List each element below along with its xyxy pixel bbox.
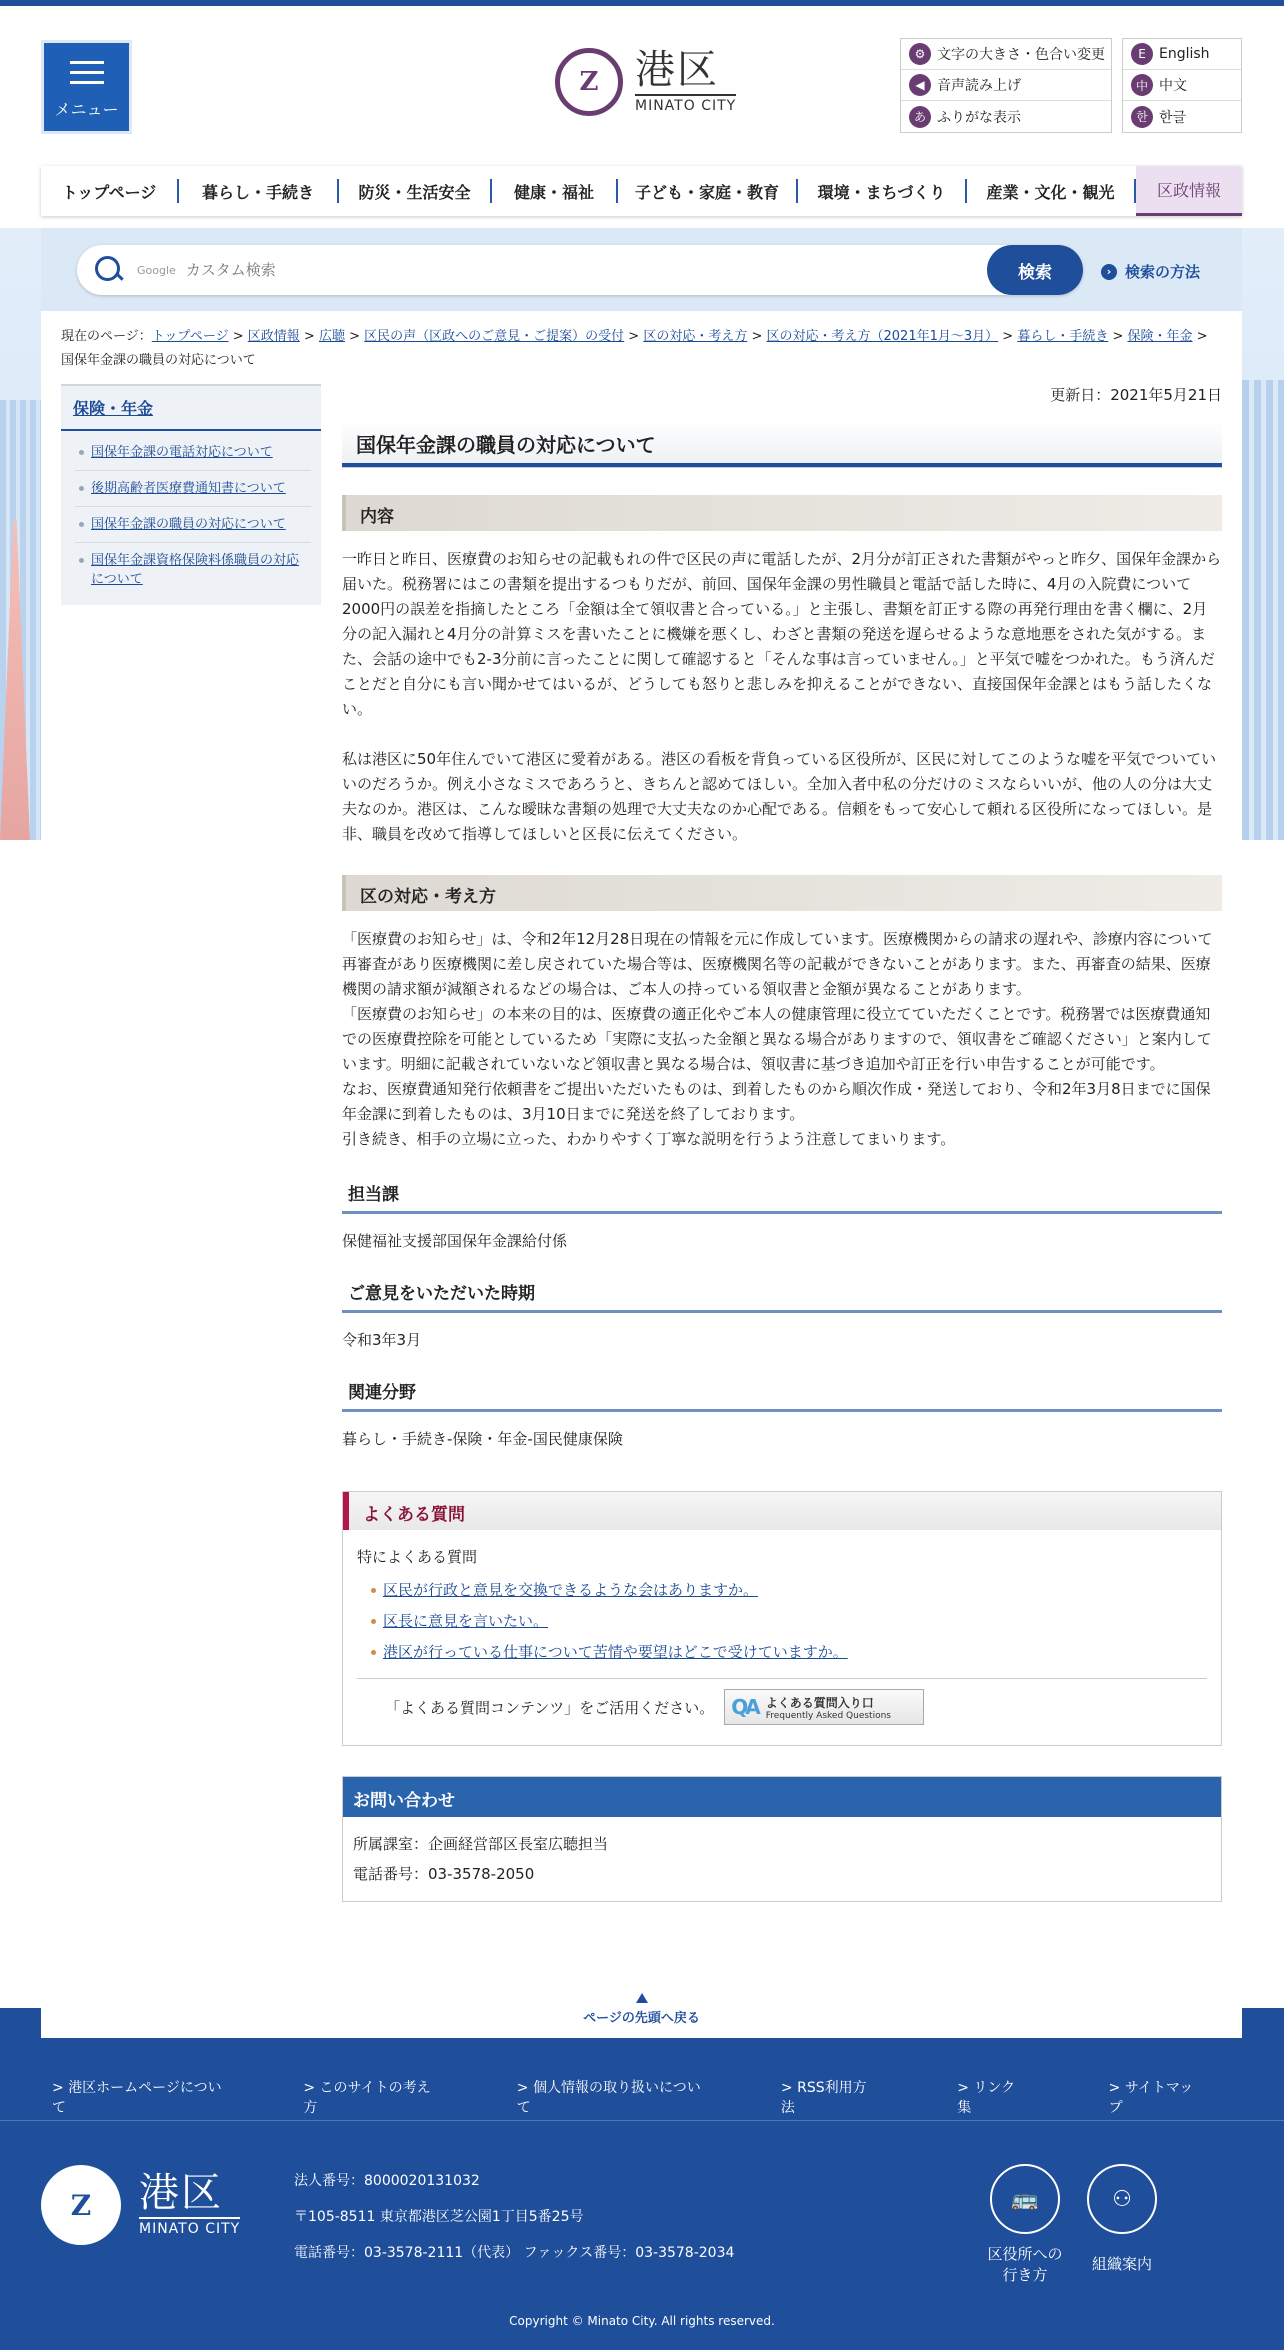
faq-item: [371, 1606, 1207, 1637]
response-paragraph-4: 引き続き、相手の立場に立った、わかりやすく丁寧な説明を行うよう注意してまいります。: [342, 1130, 956, 1148]
dept-value: 保健福祉支援部国保年金課給付係: [342, 1232, 568, 1250]
organization-link[interactable]: 組織案内: [1091, 2255, 1152, 2273]
breadcrumb-link[interactable]: 区の対応・考え方: [643, 329, 748, 344]
faq-item: [371, 1637, 1207, 1668]
footer-link-links[interactable]: > リンク集: [957, 2080, 1016, 2116]
divider: [357, 1678, 1207, 1679]
gnav-children[interactable]: 子ども・家庭・教育: [618, 179, 798, 203]
logo-japanese: 港区: [635, 47, 719, 93]
google-label: Google: [137, 263, 176, 277]
page-top-button[interactable]: ページの先頭へ戻る: [41, 1981, 1242, 2038]
phone-fax: 電話番号：03-3578-2111（代表） ファックス番号：03-3578-2034: [294, 2245, 735, 2261]
gnav-environment[interactable]: 環境・まちづくり: [798, 179, 967, 203]
faq-intro: 特によくある質問: [357, 1548, 478, 1566]
sidebar-item-link[interactable]: 国保年金課資格保険料係職員の対応について: [91, 553, 300, 587]
menu-label: メニュー: [54, 100, 119, 119]
response-paragraph-2: 「医療費のお知らせ」の本来の目的は、医療費の適正化やご本人の健康管理に役立てていただくことです。税務署では医療費通知での医療費控除を可能としているため「実際に支払った金額と異なる場合がありますので、領収書をご確認ください」と案内しています。明細に記載されていないなど領収書と異なる場合は、領収書に基づき追加や訂正を行い申告することが可能です。: [342, 1005, 1212, 1073]
breadcrumb-link[interactable]: トップページ: [151, 329, 229, 344]
footer-info: [294, 2163, 734, 2271]
skyline-right-decoration: [1242, 380, 1284, 840]
field-value: 暮らし・手続き-保険・年金-国民健康保険: [342, 1430, 623, 1448]
korean-icon: 한: [1131, 106, 1153, 128]
font-size-color-button[interactable]: ⚙ 文字の大きさ・色合い変更: [901, 39, 1111, 70]
sidebar-title[interactable]: 保険・年金: [61, 386, 321, 431]
address: 〒105-8511 東京都港区芝公園1丁目5番25号: [294, 2209, 584, 2225]
faq-heading: よくある質問: [343, 1492, 1221, 1530]
bus-train-icon[interactable]: 🚌: [990, 2164, 1060, 2234]
breadcrumb: 現在のページ：トップページ > 区政情報 > 広聴 > 区民の声（区政へのご意見・ご提案）の受付 > 区の対応・考え方 > 区の対応・考え方（2021年1月～3月） > 暮らし・手続き > 保険・年金 > 国保年金課の職員の対応について: [61, 329, 1208, 368]
contact-phone: 電話番号：03-3578-2050: [353, 1865, 535, 1883]
gnav-government[interactable]: 区政情報: [1136, 166, 1242, 216]
search-icon: [95, 256, 123, 284]
gnav-top[interactable]: トップページ: [41, 179, 179, 203]
response-paragraph-1: 「医療費のお知らせ」は、令和2年12月28日現在の情報を元に作成しています。医療機関からの請求の遅れや、診療内容について再審査があり医療機関に差し戻されていた場合等は、医療機関名等の記載ができないことがあります。また、再審査の結果、医療機関の請求額が減額されるなどの場合は、ご本人の持っている領収書と金額が異なることがあります。: [342, 930, 1213, 998]
site-header: [0, 6, 1284, 161]
read-aloud-button[interactable]: ◀ 音声読み上げ: [901, 70, 1111, 101]
access-link[interactable]: 区役所への 行き方: [987, 2245, 1063, 2284]
breadcrumb-link[interactable]: 区政情報: [247, 329, 300, 344]
qa-icon: QA: [731, 1695, 758, 1719]
lang-english-link[interactable]: E English: [1123, 39, 1241, 70]
faq-link[interactable]: 港区が行っている仕事について苦情や要望はどこで受けていますか。: [383, 1643, 848, 1661]
breadcrumb-current: 国保年金課の職員の対応について: [61, 353, 256, 368]
breadcrumb-link[interactable]: 区の対応・考え方（2021年1月～3月）: [766, 329, 999, 344]
corporate-number: 法人番号：8000020131032: [294, 2173, 480, 2189]
sidebar-item: [75, 507, 311, 543]
sidebar-item-link[interactable]: 後期高齢者医療費通知書について: [91, 481, 286, 496]
footer-link-about[interactable]: > 港区ホームページについて: [52, 2080, 222, 2116]
faq-footer-text: 「よくある質問コンテンツ」をご活用ください。: [385, 1698, 715, 1717]
faq-link[interactable]: 区長に意見を言いたい。: [383, 1612, 549, 1630]
site-logo[interactable]: [555, 48, 736, 116]
faq-entrance-banner[interactable]: QA よくある質問入り口 Frequently Asked Questions: [724, 1689, 924, 1725]
furigana-icon: あ: [909, 106, 931, 128]
page-title: 国保年金課の職員の対応について: [342, 419, 1222, 467]
faq-link[interactable]: 区民が行政と意見を交換できるような会はありますか。: [383, 1581, 759, 1599]
contact-box: [342, 1776, 1222, 1902]
gnav-health[interactable]: 健康・福祉: [492, 179, 618, 203]
sidebar: [61, 384, 321, 605]
search-bar: [41, 228, 1242, 311]
chevron-right-icon: ›: [1101, 264, 1117, 280]
contact-dept: 所属課室：企画経営部区長室広聴担当: [353, 1835, 609, 1853]
breadcrumb-link[interactable]: 区民の声（区政へのご意見・ご提案）の受付: [364, 329, 625, 344]
contact-heading: お問い合わせ: [343, 1777, 1221, 1817]
footer-link-sitemap[interactable]: > サイトマップ: [1108, 2080, 1194, 2116]
copyright: Copyright © Minato City. All rights reserved.: [509, 2314, 775, 2328]
footer-link-rss[interactable]: > RSS利用方法: [780, 2080, 867, 2116]
content-container: [41, 311, 1242, 2003]
global-navigation: [41, 166, 1242, 216]
hamburger-icon: [70, 54, 104, 91]
english-icon: E: [1131, 43, 1153, 65]
footer-logo: Z 港区 MINATO CITY: [41, 2165, 240, 2245]
period-value: 令和3年3月: [342, 1331, 422, 1349]
faq-box: [342, 1491, 1222, 1746]
sidebar-item-link[interactable]: 国保年金課の職員の対応について: [91, 517, 286, 532]
footer-link-privacy[interactable]: > 個人情報の取り扱いについて: [516, 2080, 701, 2116]
breadcrumb-link[interactable]: 暮らし・手続き: [1017, 329, 1109, 344]
language-selector: [1122, 38, 1242, 133]
response-paragraph-3: なお、医療費通知発行依頼書をご提出いただいたものは、到着したものから順次作成・発送しており、令和2年3月8日までに国保年金課に到着したものは、3月10日までに発送を終了しております。: [342, 1080, 1211, 1123]
divider: [0, 2120, 1284, 2121]
triangle-up-icon: [636, 1993, 648, 2003]
field-heading: 関連分野: [342, 1378, 1222, 1412]
furigana-button[interactable]: あ ふりがな表示: [901, 101, 1111, 132]
footer-link-policy[interactable]: > このサイトの考え方: [303, 2080, 431, 2116]
search-input[interactable]: [186, 250, 1083, 290]
section-heading-response: 区の対応・考え方: [342, 875, 1222, 911]
gear-icon: ⚙: [909, 43, 931, 65]
footer-links: [52, 2077, 1284, 2117]
search-box: [77, 245, 1083, 295]
opinion-paragraph-2: 私は港区に50年住んでいて港区に愛着がある。港区の看板を背負っている区役所が、区民に対してこのような嘘を平気でついていいのだろうか。例え小さなミスであろうと、きちんと認めてほしい。全加入者中私の分だけのミスならいいが、他の人の分は大丈夫なのか。港区は、こんな曖昧な書類の処理で大丈夫なのか心配である。信頼をもって安心して頼れる区役所になってほしい。是非、職員を改めて指導してほしいと区長に伝えてください。: [342, 750, 1217, 843]
speaker-icon: ◀: [909, 74, 931, 96]
faq-item: [371, 1575, 1207, 1606]
search-help-link[interactable]: › 検索の方法: [1101, 261, 1200, 282]
minato-emblem-icon: Z: [41, 2165, 121, 2245]
logo-english: MINATO CITY: [635, 94, 736, 114]
minato-emblem-icon: Z: [555, 48, 623, 116]
chinese-icon: 中: [1131, 74, 1153, 96]
lang-korean-link[interactable]: 한 한글: [1123, 101, 1241, 132]
sidebar-item: [75, 435, 311, 471]
breadcrumb-link[interactable]: 保険・年金: [1127, 329, 1193, 344]
menu-button[interactable]: [41, 40, 132, 134]
sidebar-item: [75, 543, 311, 597]
gnav-industry[interactable]: 産業・文化・観光: [967, 179, 1136, 203]
opinion-paragraph-1: 一昨日と昨日、医療費のお知らせの記載もれの件で区民の声に電話したが、2月分が訂正された書類がやっと昨夕、国保年金課から届いた。税務署にはこの書類を提出するつもりだが、前回、国保年金課の男性職員と電話で話した時に、4月の入院費について2000円の誤差を指摘したところ「金額は全て領収書と合っている。」と主張し、書類を訂正する際の再発行理由を書く欄に、2月分の記入漏れと4月分の計算ミスを書いたことに機嫌を悪くし、わざと書類の発送を遅らせるような意地悪をされた気がする。また、会話の途中でも2-3分前に言ったことに関して確認すると「そんな事は言っていません。」と平気で嘘をつかれた。もう済んだことだと自分にも言い聞かせてはいるが、どうしても怒りと悲しみを抑えることができない、直接国保年金課とはもう話したくない。: [342, 550, 1222, 718]
section-heading-content: 内容: [342, 495, 1222, 531]
gnav-living[interactable]: 暮らし・手続き: [179, 179, 339, 203]
sidebar-item: [75, 471, 311, 507]
dept-heading: 担当課: [342, 1180, 1222, 1214]
updated-date: 更新日：2021年5月21日: [1050, 386, 1222, 404]
breadcrumb-link[interactable]: 広聴: [318, 329, 345, 344]
lang-chinese-link[interactable]: 中 中文: [1123, 70, 1241, 101]
period-heading: ご意見をいただいた時期: [342, 1279, 1222, 1313]
org-chart-icon[interactable]: ⚇: [1087, 2164, 1157, 2234]
main-content: [342, 384, 1222, 1902]
search-button[interactable]: 検索: [987, 245, 1083, 295]
accessibility-tools: [900, 38, 1112, 133]
sidebar-item-link[interactable]: 国保年金課の電話対応について: [91, 445, 273, 460]
gnav-safety[interactable]: 防災・生活安全: [339, 179, 492, 203]
